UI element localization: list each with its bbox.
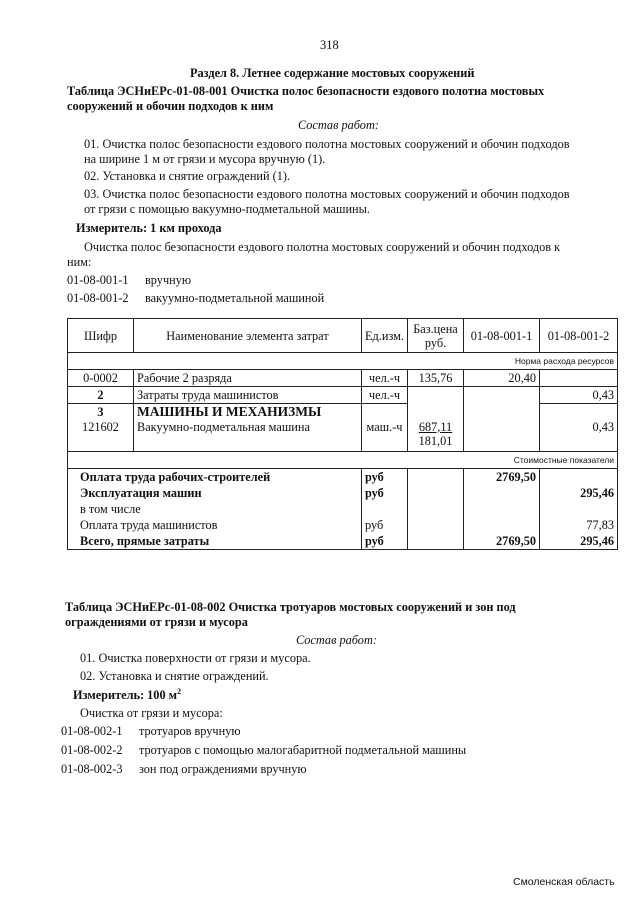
cell-code: 2 <box>68 387 134 404</box>
table2-meter <box>73 687 181 703</box>
cell-name: Затраты труда машинистов <box>134 387 362 404</box>
price-header-line2: руб. <box>424 335 447 350</box>
col-header-name: Наименование элемента затрат <box>134 319 362 353</box>
table2-title-line1: Таблица ЭСНиЕРс-01-08-002 Очистка тротуаров мостовых сооружений и зон под <box>65 600 516 614</box>
cell-value2: 295,46 <box>540 533 618 550</box>
cell-value2 <box>540 469 618 486</box>
cell-value2: 0,43 <box>540 419 618 452</box>
resource-cost-table <box>67 318 618 550</box>
table1-meter: Измеритель: 1 км прохода <box>76 221 222 235</box>
cell-value2 <box>540 370 618 387</box>
cell-name: в том числе <box>68 501 362 517</box>
cell-name: Оплата труда машинистов <box>68 517 362 533</box>
band-cost-label: Стоимостные показатели <box>68 452 618 469</box>
cell-name: Эксплуатация машин <box>68 485 362 501</box>
variant-code: 01-08-002-3 <box>61 762 123 776</box>
table-row <box>68 419 618 452</box>
band-row <box>68 452 618 469</box>
cell-value1 <box>464 387 540 404</box>
cell-name: Оплата труда рабочих-строителей <box>68 469 362 486</box>
table1-title-line2: сооружений и обочин подходов к ним <box>67 99 274 113</box>
cell-value1 <box>464 517 540 533</box>
table-header-row <box>68 319 618 353</box>
cell-code: 121602 <box>68 419 134 452</box>
variant-text: тротуаров вручную <box>139 724 241 738</box>
cell-value1: 2769,50 <box>464 469 540 486</box>
price-line1: 687,11 <box>418 420 453 434</box>
table-row <box>68 533 618 550</box>
price-line2: 181,01 <box>418 434 453 448</box>
variant-text: вручную <box>145 273 192 287</box>
table1-desc-line2: ним: <box>67 255 92 269</box>
table1-title-line1: Таблица ЭСНиЕРс-01-08-001 Очистка полос безопасности ездового полотна мостовых <box>67 84 545 98</box>
cell-value1 <box>464 419 540 452</box>
cell-unit: руб <box>362 517 408 533</box>
cell-value2: 77,83 <box>540 517 618 533</box>
cell-price <box>408 387 464 404</box>
work-item-1-line2: на ширине 1 м от грязи и мусора вручную (1). <box>84 152 326 166</box>
cell-price: 135,76 <box>408 370 464 387</box>
cell-name: Вакуумно-подметальная машина <box>134 419 362 452</box>
work-item-1: 01. Очистка поверхности от грязи и мусора. <box>80 651 311 665</box>
band-norm-label: Норма расхода ресурсов <box>68 353 618 370</box>
price-header-line1: Баз.цена <box>413 321 458 336</box>
footer-region: Смоленская область <box>513 876 615 888</box>
meter-superscript: 2 <box>177 687 182 696</box>
table-row <box>68 370 618 387</box>
variant-text: вакуумно-подметальной машиной <box>145 291 325 305</box>
variant-code: 01-08-001-1 <box>67 273 129 287</box>
cell-value2: 0,43 <box>540 387 618 404</box>
table-row <box>68 501 618 517</box>
work-item-3-line2: от грязи с помощью вакуумно-подметальной машины. <box>84 202 370 216</box>
variant-text: зон под ограждениями вручную <box>139 762 307 776</box>
table1-desc-line1: Очистка полос безопасности ездового полотна мостовых сооружений и обочин подходов к <box>84 240 561 254</box>
cell-code: 0-0002 <box>68 370 134 387</box>
work-item-2: 02. Установка и снятие ограждений (1). <box>84 169 291 183</box>
work-item-3-line1: 03. Очистка полос безопасности ездового полотна мостовых сооружений и обочин подходов <box>84 187 570 201</box>
cell-name: Рабочие 2 разряда <box>134 370 362 387</box>
table2-desc: Очистка от грязи и мусора: <box>80 706 223 720</box>
cell-price <box>408 419 464 452</box>
col-header-unit: Ед.изм. <box>362 319 408 353</box>
page-number: 318 <box>320 38 339 52</box>
table-row <box>68 404 618 420</box>
variant-code: 01-08-002-1 <box>61 724 123 738</box>
cell-unit: руб <box>362 485 408 501</box>
variant-text: тротуаров с помощью малогабаритной подметальной машины <box>139 743 467 757</box>
cell-value2: 295,46 <box>540 485 618 501</box>
band-row <box>68 353 618 370</box>
cell-value1: 20,40 <box>464 370 540 387</box>
cell-value1 <box>464 485 540 501</box>
cell-unit: руб <box>362 533 408 550</box>
table-row <box>68 517 618 533</box>
table-row <box>68 387 618 404</box>
work-item-1-line1: 01. Очистка полос безопасности ездового полотна мостовых сооружений и обочин подходов <box>84 137 570 151</box>
cell-unit: руб <box>362 469 408 486</box>
col-header-price <box>408 319 464 353</box>
section-title: Раздел 8. Летнее содержание мостовых сооружений <box>190 66 475 80</box>
meter-text: Измеритель: 100 м <box>73 688 178 703</box>
table1-work-heading: Состав работ: <box>298 118 379 132</box>
cell-unit: чел.-ч <box>362 370 408 387</box>
cell-value1: 2769,50 <box>464 533 540 550</box>
table2-title-line2: ограждениями от грязи и мусора <box>65 615 248 629</box>
col-header-variant2: 01-08-001-2 <box>540 319 618 353</box>
cell-code: 3 <box>68 404 134 420</box>
cell-name: Всего, прямые затраты <box>68 533 362 550</box>
table-row <box>68 485 618 501</box>
cell-unit: маш.-ч <box>362 419 408 452</box>
cell-unit: чел.-ч <box>362 387 408 404</box>
variant-code: 01-08-001-2 <box>67 291 129 305</box>
variant-code: 01-08-002-2 <box>61 743 123 757</box>
table-row <box>68 469 618 486</box>
work-item-2: 02. Установка и снятие ограждений. <box>80 669 269 683</box>
col-header-variant1: 01-08-001-1 <box>464 319 540 353</box>
cell-name: МАШИНЫ И МЕХАНИЗМЫ <box>134 404 362 420</box>
table2-work-heading: Состав работ: <box>296 633 377 647</box>
col-header-code: Шифр <box>68 319 134 353</box>
